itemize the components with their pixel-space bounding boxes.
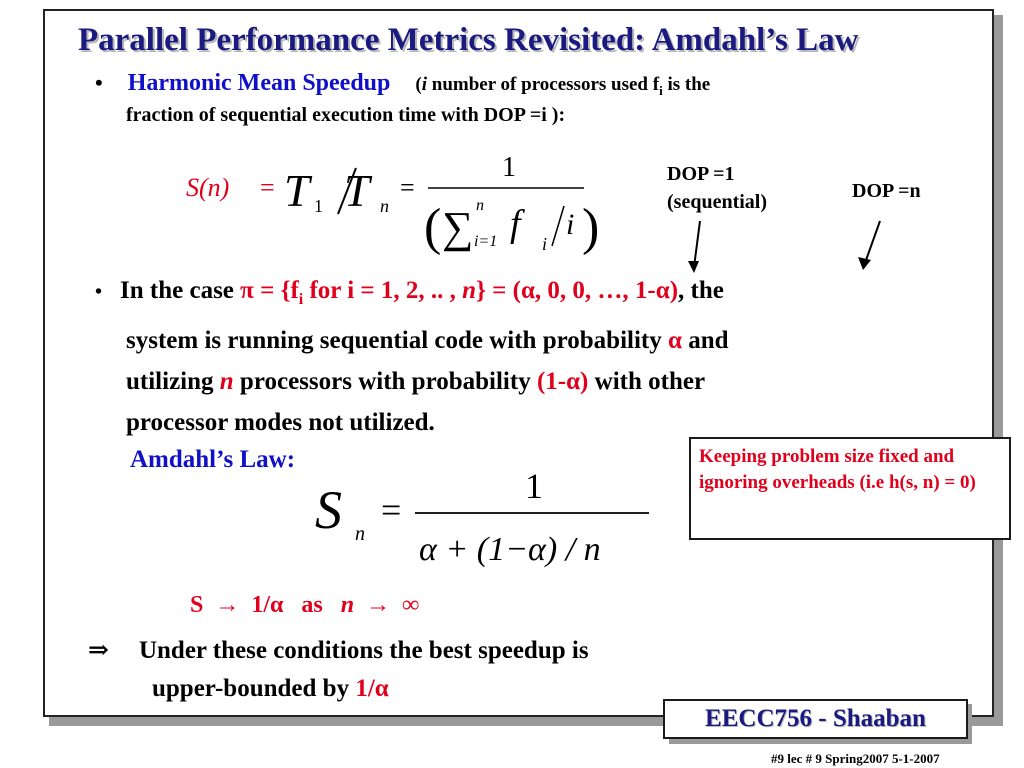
- amdahl-formula: [315, 460, 675, 570]
- desc-line1-end: is the: [662, 74, 711, 95]
- bullet-marker: •: [95, 70, 103, 95]
- formula-tn: T: [344, 165, 370, 216]
- dopn-label: DOP =n: [852, 180, 921, 202]
- formula-f: f: [510, 203, 521, 245]
- case-l2-end: and: [681, 327, 729, 354]
- case-sub: i: [298, 291, 304, 308]
- case-l3-c: with other: [588, 368, 706, 395]
- limit-s: S: [190, 592, 204, 618]
- formula-t1: T: [284, 165, 310, 216]
- formula-tn-sub: n: [380, 196, 389, 216]
- pi-symbol: π: [240, 277, 254, 304]
- case-line2: [95, 320, 729, 361]
- case-l3-a: utilizing: [126, 368, 220, 395]
- harmonic-speedup-formula: [180, 150, 620, 260]
- paren-open: (: [415, 74, 422, 95]
- formula-lhs: S(n): [186, 173, 230, 202]
- dopn-arrow: [865, 221, 880, 263]
- case-text-d: } = (α, 0, 0, …, 1-α): [476, 277, 679, 304]
- conclusion-text1: Under these conditions the best speedup is: [138, 637, 589, 664]
- case-line3: [95, 361, 729, 402]
- case-l3-n: n: [219, 368, 234, 395]
- amdahl-s: S: [315, 480, 342, 540]
- limit-as: as: [301, 592, 323, 618]
- amdahl-eq: =: [381, 490, 402, 530]
- amdahl-label: Amdahl’s Law:: [130, 446, 296, 473]
- case-text-c: for i = 1, 2, .. ,: [303, 277, 463, 304]
- course-badge: EECC756 - Shaaban: [663, 699, 968, 739]
- case-text-e: , the: [678, 277, 724, 304]
- bullet-case: [95, 270, 729, 443]
- alpha-symbol: α: [667, 327, 682, 354]
- formula-sum: ∑: [442, 203, 474, 252]
- desc-line1: number of processors used f: [427, 74, 660, 95]
- bullet-harmonic-mean: [95, 70, 710, 99]
- dop1-line1: DOP =1: [667, 163, 735, 185]
- conclusion: [88, 632, 589, 708]
- slide-title: Parallel Performance Metrics Revisited: Amdahl’s Law: [78, 22, 859, 58]
- limit-infinity: ∞: [402, 592, 420, 618]
- conclusion-text2: upper-bounded by: [152, 675, 356, 702]
- amdahl-s-sub: n: [355, 523, 365, 545]
- implies-symbol: ⇒: [88, 637, 109, 664]
- dop1-line2: (sequential): [667, 191, 767, 213]
- case-text-a: In the case: [120, 277, 241, 304]
- conclusion-line1: [88, 632, 589, 670]
- formula-t1-sub: 1: [314, 196, 323, 216]
- conclusion-line2: [88, 670, 589, 708]
- case-l2-text: system is running sequential code with probability: [126, 327, 668, 354]
- case-text-b: = {f: [253, 277, 299, 304]
- case-line4: processor modes not utilized.: [126, 409, 435, 436]
- dopn-arrowhead: [858, 257, 871, 270]
- dop1-label: [667, 160, 767, 216]
- f-subscript: i: [659, 82, 663, 98]
- limit-arrow2: →: [366, 592, 391, 618]
- formula-i: i: [566, 208, 575, 241]
- desc-line2: fraction of sequential execution time with DOP =i ):: [126, 104, 566, 126]
- formula-f-sub: i: [542, 234, 548, 254]
- formula-eq1: =: [260, 173, 275, 202]
- dop1-arrow: [694, 221, 700, 267]
- formula-inner-slash: [552, 206, 564, 246]
- formula-paren-left: (: [424, 199, 442, 256]
- formula-sum-bottom: i=1: [474, 233, 498, 250]
- dop-arrows: [680, 215, 900, 275]
- limit-line: [190, 592, 419, 619]
- amdahl-denominator: α + (1−α) / n: [419, 531, 601, 568]
- formula-numerator: 1: [502, 152, 516, 183]
- limit-n: n: [340, 592, 355, 618]
- formula-eq2: =: [400, 173, 415, 202]
- limit-arrow: →: [215, 592, 240, 618]
- case-n: n: [462, 277, 477, 304]
- limit-value: 1/α: [251, 592, 284, 618]
- note-box: Keeping problem size fixed and ignoring overheads (i.e h(s, n) = 0): [689, 437, 1011, 540]
- i-variable: i: [421, 74, 427, 95]
- case-l3-red: (1-α): [536, 368, 589, 395]
- case-line1: [95, 270, 729, 320]
- case-l3-b: processors with probability: [233, 368, 537, 395]
- bullet-marker: •: [95, 281, 103, 303]
- formula-sum-top: n: [476, 197, 484, 214]
- amdahl-numerator: 1: [525, 466, 543, 506]
- slide-footer: #9 lec # 9 Spring2007 5-1-2007: [771, 751, 940, 766]
- formula-paren-right: ): [582, 199, 600, 256]
- conclusion-bound: 1/α: [355, 675, 389, 702]
- harmonic-heading: Harmonic Mean Speedup: [127, 70, 391, 96]
